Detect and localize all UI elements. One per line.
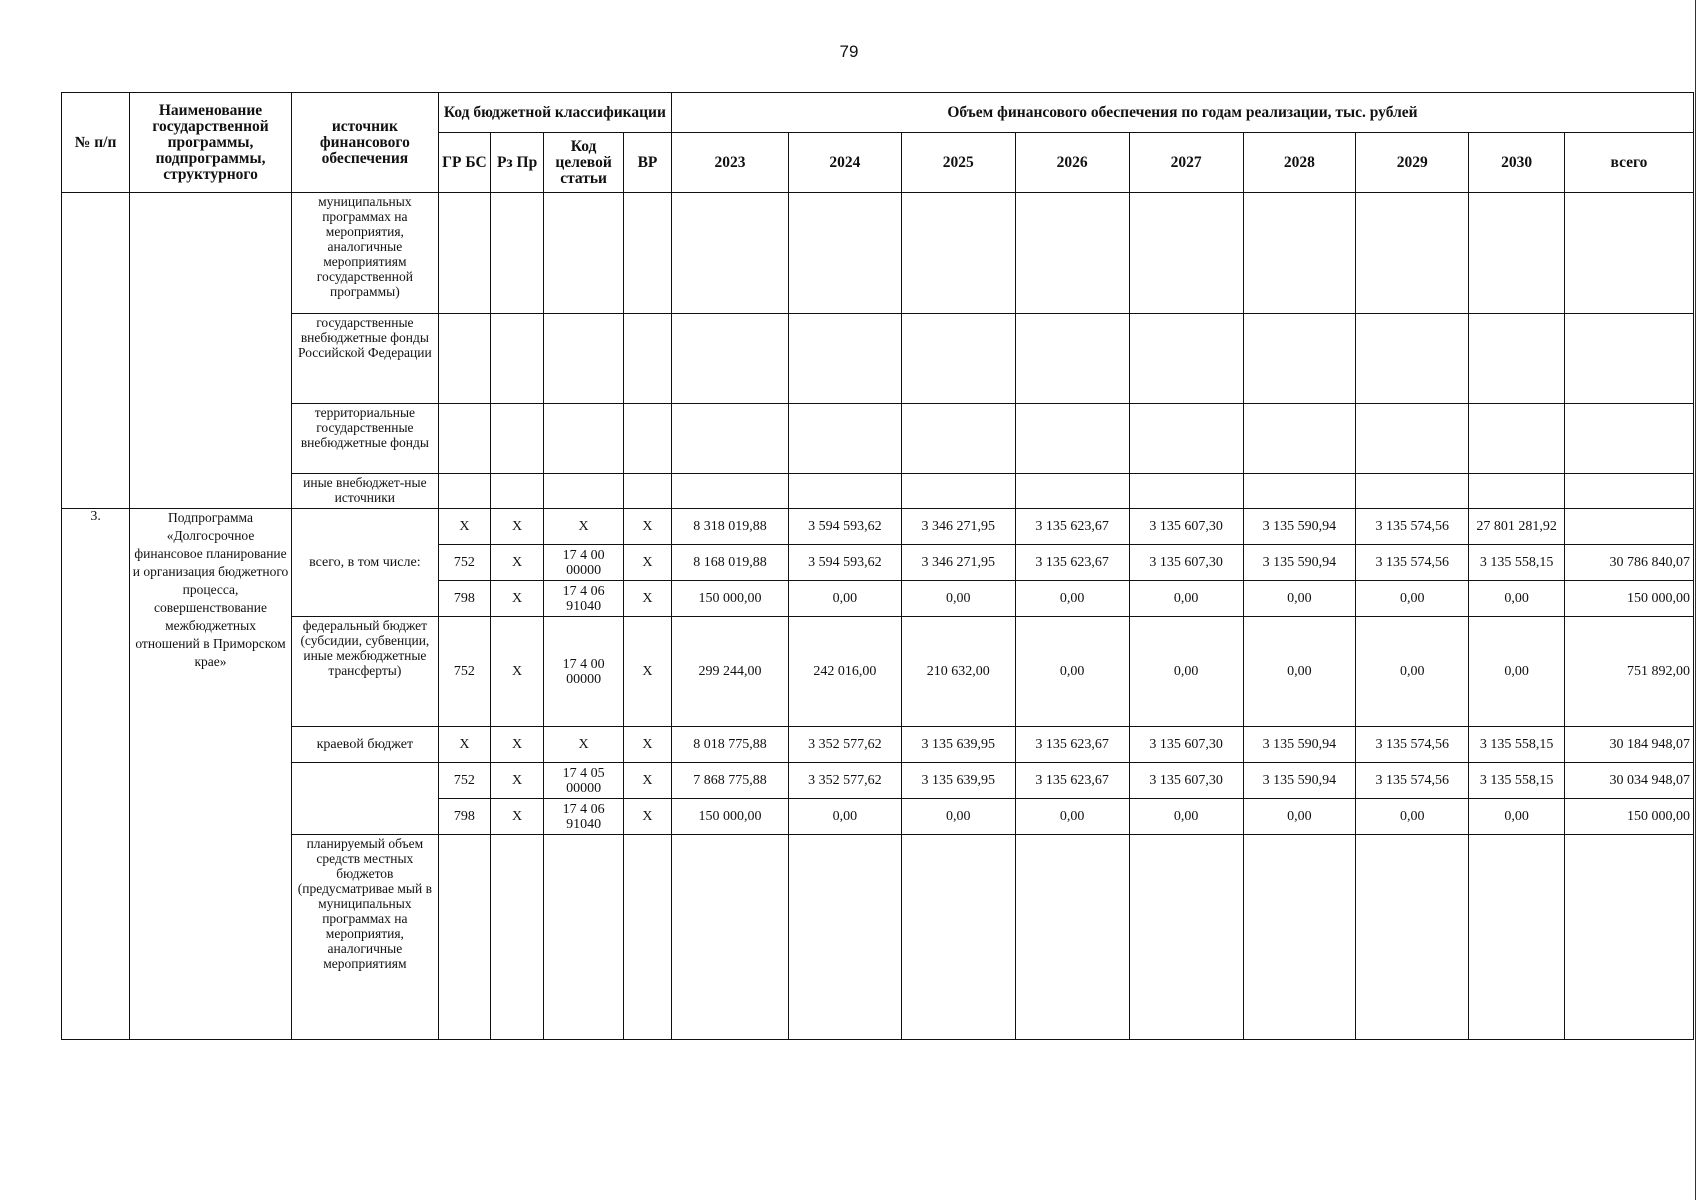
header-year: 2028	[1243, 133, 1356, 193]
rzpr-cell: X	[490, 545, 543, 581]
grbs-cell: X	[438, 509, 490, 545]
value-cell: 150 000,00	[1564, 799, 1693, 835]
source-cell: территориальные государственные внебюджетные фонды	[291, 404, 438, 474]
source-total: всего, в том числе:	[291, 509, 438, 617]
vr-cell: X	[624, 509, 672, 545]
header-year: 2027	[1129, 133, 1243, 193]
scan-edge-line	[1695, 0, 1696, 1200]
rzpr-cell: X	[490, 763, 543, 799]
value-cell: 751 892,00	[1564, 617, 1693, 727]
table-row	[62, 763, 1694, 799]
value-cell: 30 034 948,07	[1564, 763, 1693, 799]
value-cell: 3 135 607,30	[1129, 545, 1243, 581]
value-cell: 0,00	[789, 581, 902, 617]
table-row	[62, 509, 1694, 545]
value-cell: 0,00	[1469, 581, 1565, 617]
vr-cell: X	[624, 545, 672, 581]
header-no: № п/п	[62, 93, 130, 193]
header-rzpr: Рз Пр	[490, 133, 543, 193]
source-cell: государственные внебюджетные фонды Российской Федерации	[291, 314, 438, 404]
value-cell: 8 318 019,88	[671, 509, 788, 545]
value-cell: 3 135 639,95	[901, 727, 1015, 763]
rzpr-cell: X	[490, 581, 543, 617]
value-cell: 3 135 590,94	[1243, 763, 1356, 799]
value-cell: 8 018 775,88	[671, 727, 788, 763]
vr-cell: X	[624, 617, 672, 727]
grbs-cell: 752	[438, 545, 490, 581]
value-cell: 3 135 639,95	[901, 763, 1015, 799]
value-cell: 0,00	[901, 581, 1015, 617]
table-row	[62, 835, 1694, 1040]
kcs-cell: 17 4 05 00000	[544, 763, 624, 799]
value-cell: 3 352 577,62	[789, 727, 902, 763]
source-regional: краевой бюджет	[291, 727, 438, 763]
header-year: 2030	[1469, 133, 1565, 193]
kcs-cell: 17 4 06 91040	[544, 799, 624, 835]
value-cell: 0,00	[1469, 799, 1565, 835]
value-cell: 3 594 593,62	[789, 545, 902, 581]
grbs-cell: 798	[438, 581, 490, 617]
rzpr-cell: X	[490, 509, 543, 545]
header-year: 2025	[901, 133, 1015, 193]
cell-empty	[62, 193, 130, 509]
value-cell: 0,00	[1015, 617, 1129, 727]
value-cell: 3 135 607,30	[1129, 727, 1243, 763]
page-number: 79	[839, 42, 859, 61]
value-cell: 3 135 574,56	[1356, 727, 1469, 763]
row-number: 3.	[62, 509, 130, 1040]
vr-cell: X	[624, 763, 672, 799]
header-year: 2024	[789, 133, 902, 193]
value-cell: 150 000,00	[671, 799, 788, 835]
kcs-cell: 17 4 06 91040	[544, 581, 624, 617]
value-cell: 3 135 623,67	[1015, 763, 1129, 799]
source-federal: федеральный бюджет (субсидии, субвенции, иные межбюджетные трансферты)	[291, 617, 438, 727]
table-row	[62, 617, 1694, 727]
value-cell: 30 184 948,07	[1564, 727, 1693, 763]
header-year: 2026	[1015, 133, 1129, 193]
value-cell: 7 868 775,88	[671, 763, 788, 799]
value-cell: 0,00	[789, 799, 902, 835]
value-cell: 0,00	[1356, 799, 1469, 835]
value-cell: 150 000,00	[1564, 581, 1693, 617]
grbs-cell: 752	[438, 763, 490, 799]
value-cell: 0,00	[1129, 617, 1243, 727]
value-cell: 3 135 558,15	[1469, 727, 1565, 763]
source-local: планируемый объем средств местных бюджетов (предусматривае мый в муниципальных программах на мероприятия, аналогичные мероприятиям	[291, 835, 438, 1040]
value-cell: 150 000,00	[671, 581, 788, 617]
kcs-cell: X	[544, 509, 624, 545]
value-cell	[1564, 509, 1693, 545]
header-vr: ВР	[624, 133, 672, 193]
value-cell: 3 135 607,30	[1129, 763, 1243, 799]
value-cell: 3 135 574,56	[1356, 763, 1469, 799]
value-cell: 299 244,00	[671, 617, 788, 727]
header-kcs: Код целевой статьи	[544, 133, 624, 193]
value-cell: 0,00	[1356, 581, 1469, 617]
value-cell: 3 135 623,67	[1015, 545, 1129, 581]
value-cell: 3 135 590,94	[1243, 509, 1356, 545]
value-cell: 0,00	[1356, 617, 1469, 727]
table-row	[62, 727, 1694, 763]
header-code-group: Код бюджетной классификации	[438, 93, 671, 133]
value-cell: 8 168 019,88	[671, 545, 788, 581]
value-cell: 3 135 623,67	[1015, 509, 1129, 545]
value-cell: 0,00	[1243, 581, 1356, 617]
value-cell: 210 632,00	[901, 617, 1015, 727]
value-cell: 3 135 574,56	[1356, 509, 1469, 545]
value-cell: 242 016,00	[789, 617, 902, 727]
value-cell: 30 786 840,07	[1564, 545, 1693, 581]
vr-cell: X	[624, 581, 672, 617]
value-cell: 0,00	[1243, 617, 1356, 727]
source-cell: иные внебюджет-ные источники	[291, 474, 438, 509]
value-cell: 3 135 590,94	[1243, 545, 1356, 581]
table-row	[62, 404, 1694, 474]
value-cell: 27 801 281,92	[1469, 509, 1565, 545]
header-year: 2029	[1356, 133, 1469, 193]
value-cell: 0,00	[1129, 799, 1243, 835]
value-cell: 3 135 574,56	[1356, 545, 1469, 581]
value-cell: 3 135 558,15	[1469, 545, 1565, 581]
rzpr-cell: X	[490, 799, 543, 835]
subprogram-name: Подпрограмма «Долгосрочное финансовое планирование и организация бюджетного процесса, совершенствование межбюджетных отношений в Приморском крае»	[130, 509, 292, 1040]
vr-cell: X	[624, 727, 672, 763]
value-cell: 3 346 271,95	[901, 509, 1015, 545]
header-source: источник финансового обеспечения	[291, 93, 438, 193]
value-cell: 0,00	[1015, 581, 1129, 617]
table-row	[62, 474, 1694, 509]
value-cell: 0,00	[1015, 799, 1129, 835]
value-cell: 3 135 607,30	[1129, 509, 1243, 545]
source-cell: муниципальных программах на мероприятия, аналогичные мероприятиям государственной программы)	[291, 193, 438, 314]
cell-empty	[130, 193, 292, 509]
value-cell: 0,00	[1243, 799, 1356, 835]
value-cell: 3 346 271,95	[901, 545, 1015, 581]
grbs-cell: X	[438, 727, 490, 763]
table-row	[62, 193, 1694, 314]
cell-empty	[291, 763, 438, 835]
value-cell: 0,00	[901, 799, 1015, 835]
value-cell: 3 135 558,15	[1469, 763, 1565, 799]
value-cell: 3 594 593,62	[789, 509, 902, 545]
vr-cell: X	[624, 799, 672, 835]
value-cell: 3 135 590,94	[1243, 727, 1356, 763]
rzpr-cell: X	[490, 617, 543, 727]
value-cell: 3 352 577,62	[789, 763, 902, 799]
header-volume-group: Объем финансового обеспечения по годам реализации, тыс. рублей	[671, 93, 1693, 133]
value-cell: 0,00	[1129, 581, 1243, 617]
grbs-cell: 798	[438, 799, 490, 835]
value-cell: 0,00	[1469, 617, 1565, 727]
kcs-cell: 17 4 00 00000	[544, 617, 624, 727]
value-cell: 3 135 623,67	[1015, 727, 1129, 763]
header-total: всего	[1564, 133, 1693, 193]
kcs-cell: X	[544, 727, 624, 763]
budget-table	[61, 92, 1694, 1040]
grbs-cell: 752	[438, 617, 490, 727]
header-year: 2023	[671, 133, 788, 193]
rzpr-cell: X	[490, 727, 543, 763]
table-row	[62, 314, 1694, 404]
kcs-cell: 17 4 00 00000	[544, 545, 624, 581]
header-grbs: ГР БС	[438, 133, 490, 193]
header-program-name: Наименование государственной программы, подпрограммы, структурного	[130, 93, 292, 193]
